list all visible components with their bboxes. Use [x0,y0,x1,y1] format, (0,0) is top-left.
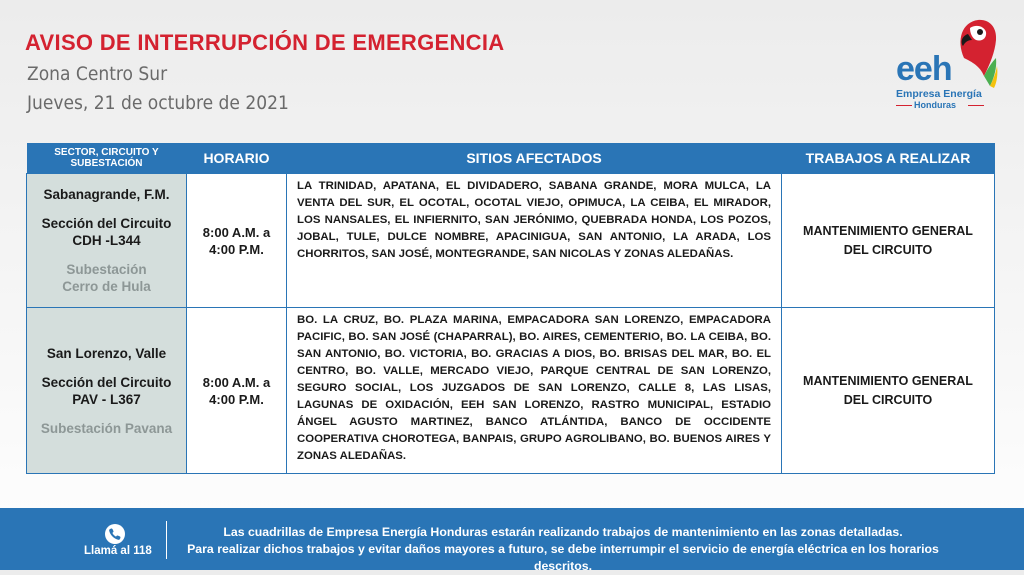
circuit-label: Sección del Circuito [41,374,172,390]
schedule-start: 8:00 A.M. a [202,224,271,240]
work-cell [782,174,995,308]
work-line-2: DEL CIRCUITO [843,392,933,407]
header-sites: SITIOS AFECTADOS [287,143,782,174]
sites-cell: BO. LA CRUZ, BO. PLAZA MARINA, EMPACADORA SAN LORENZO, EMPACADORA PACIFIC, BO. SAN JOSÉ (CHAPARRAL), BO. AIRES, CEMENTERIO, BO. LA CEIBA, BO. SAN ANTONIO, BO. VICTORIA, BO. GRACIAS A DIOS, BO. BRISAS DEL MAR, BO. EL CENTRO, BO. VALLE, MERCADO VIEJO, PARQUE CENTRAL DE SAN LORENZO, SEGURO SOCIAL, LOS JUZGADOS DE SAN LORENZO, CALLE 8, LAS LISAS, LAGUNAS DE OXIDACIÓN, EEH SAN LORENZO, RASTRO MUNICIPAL, ESTADIO ÁNGEL AGUSTO MARTINEZ, BANCO ATLÁNTIDA, BANCO DE OCCIDENTE COOPERATIVA CHOROTEGA, BANPAIS, GRUPO AGROLIBANO, BO. BUENOS AIRES Y ZONAS ALEDAÑAS. [287,308,782,474]
footer-bar [0,508,1024,573]
phone-icon [105,524,125,544]
logo-company-name: Empresa Energía [896,88,982,100]
header-work: TRABAJOS A REALIZAR [782,143,995,174]
sites-cell: LA TRINIDAD, APATANA, EL DIVIDADERO, SABANA GRANDE, MORA MULCA, LA VENTA DEL SUR, EL OCOTAL, OCOTAL VIEJO, OPIMUCA, LA CEIBA, EL MIRADOR, LOS NANSALES, EL INFIERNITO, SAN JERÓNIMO, QUEBRADA HONDA, LOS POZOS, JOBAL, TULE, DULCE NOMBRE, APACINIGUA, SAN ANTONIO, LA ARADA, LOS CHORRITOS, SAN JOSÉ, MONTEGRANDE, SAN NICOLAS Y ZONAS ALEDAÑAS. [287,174,782,308]
header-schedule: HORARIO [187,143,287,174]
phone-label: Llamá al 118 [84,545,152,557]
work-line-1: MANTENIMIENTO GENERAL [803,373,973,388]
work-line-1: MANTENIMIENTO GENERAL [803,223,973,238]
sector-cell [27,174,187,308]
substation-label: Subestación [66,262,147,277]
footer-message [178,524,948,575]
schedule-end: 4:00 P.M. [209,391,264,407]
header-sector: SECTOR, CIRCUITO Y SUBESTACIÓN [27,143,187,174]
sector-name: Sabanagrande, F.M. [43,187,170,202]
work-cell [782,308,995,474]
table-row [27,174,995,308]
circuit-label: Sección del Circuito [41,216,172,231]
schedule-end: 4:00 P.M. [209,241,264,257]
logo-country: Honduras [914,100,957,110]
circuit-code: CDH -L344 [72,233,141,248]
footer-line-1: Las cuadrillas de Empresa Energía Honduras estarán realizando trabajos de mantenimiento en las zonas detalladas. [223,525,903,539]
substation-name: Cerro de Hula [62,279,151,294]
logo-divider-left [896,105,912,106]
eeh-logo [888,18,998,113]
logo-divider-right [968,105,984,106]
footer-divider [166,521,167,559]
schedule-cell [187,174,287,308]
circuit-code: PAV - L367 [72,391,141,407]
parrot-icon [950,18,998,88]
zone-subtitle: Zona Centro Sur [27,63,168,85]
substation-name: Subestación Pavana [40,420,173,436]
schedule-cell [187,308,287,474]
interruption-table [26,143,995,474]
table-row [27,308,995,474]
notice-title: AVISO DE INTERRUPCIÓN DE EMERGENCIA [25,30,505,55]
sector-cell [27,308,187,474]
sector-name: San Lorenzo, Valle [46,345,167,361]
footer-line-2: Para realizar dichos trabajos y evitar daños mayores a futuro, se debe interrumpir el servicio de energía eléctrica en los horarios descritos. [187,542,939,573]
schedule-start: 8:00 A.M. a [202,374,271,390]
work-line-2: DEL CIRCUITO [843,242,933,257]
table-header-row [27,143,995,174]
logo-brand: eeh [896,50,952,88]
notice-date: Jueves, 21 de octubre de 2021 [27,92,289,114]
